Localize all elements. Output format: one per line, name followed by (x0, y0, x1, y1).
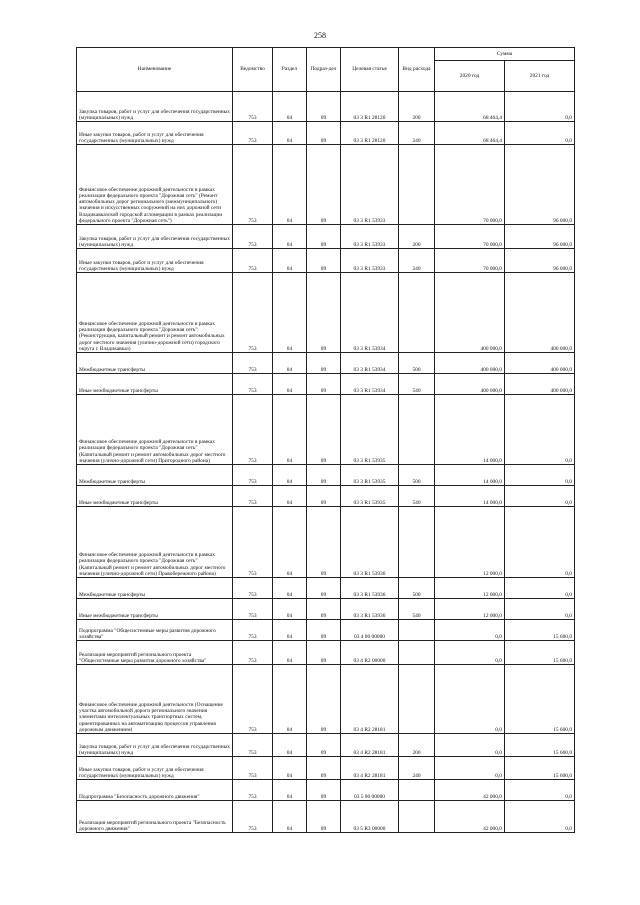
row-razdel: 04 (273, 374, 307, 395)
row-vedomstvo: 753 (233, 249, 273, 273)
row-target: 03 5 00 00000 (341, 780, 399, 801)
row-2020: 70 000,0 (435, 225, 505, 249)
row-name: Межбюджетные трансферты (77, 465, 233, 486)
row-name: Финансовое обеспечение дорожной деятельности (Оснащение участка автомобильной дороги регионального значения элементами интеллектуальных транспортных систем, ориентированных на автоматизацию процессов управления дорожным движением) (77, 665, 233, 734)
row-2020: 70 000,0 (435, 249, 505, 273)
row-vedomstvo: 753 (233, 395, 273, 465)
table-row (77, 620, 575, 641)
row-2021: 15 600,0 (505, 734, 575, 757)
row-razdel: 04 (273, 578, 307, 599)
row-vedomstvo: 753 (233, 665, 273, 734)
row-2020: 12 000,0 (435, 578, 505, 599)
row-vid: 200 (399, 734, 435, 757)
row-vid: 540 (399, 599, 435, 620)
row-vedomstvo: 753 (233, 780, 273, 801)
row-vedomstvo: 753 (233, 641, 273, 665)
row-target: 03 5 R3 00000 (341, 801, 399, 833)
row-2020: 400 000,0 (435, 273, 505, 353)
row-2021: 96 000,0 (505, 225, 575, 249)
row-2021: 96 000,0 (505, 145, 575, 225)
table-row (77, 801, 575, 833)
table-row (77, 92, 575, 122)
row-name: Финансовое обеспечение дорожной деятельности в рамках реализации федерального проекта "Дорожная сеть" (Реконструкция, капитальный ремонт и ремонт автомобильных дорог местного значения (улично-дорожной сети) городского округа г. Владикавказ) (77, 273, 233, 353)
row-razdel: 04 (273, 249, 307, 273)
row-vid (399, 665, 435, 734)
row-podrazdel: 09 (307, 249, 341, 273)
row-podrazdel: 09 (307, 145, 341, 225)
row-vedomstvo: 753 (233, 599, 273, 620)
row-target: 03 3 R1 53933 (341, 249, 399, 273)
row-vid: 540 (399, 486, 435, 507)
row-vedomstvo: 753 (233, 122, 273, 145)
row-2021: 0,0 (505, 507, 575, 578)
row-2020: 14 000,0 (435, 465, 505, 486)
row-vid (399, 507, 435, 578)
row-name: Подпрограмма "Общесистемные меры развития дорожного хозяйства" (77, 620, 233, 641)
row-vid: 540 (399, 374, 435, 395)
table-row (77, 734, 575, 757)
row-vedomstvo: 753 (233, 92, 273, 122)
row-vedomstvo: 753 (233, 620, 273, 641)
row-name: Закупка товаров, работ и услуг для обеспечения государственных (муниципальных) нужд (77, 734, 233, 757)
row-razdel: 04 (273, 620, 307, 641)
row-2020: 14 000,0 (435, 486, 505, 507)
page-number: 258 (314, 31, 326, 40)
row-vedomstvo: 753 (233, 225, 273, 249)
row-2021: 0,0 (505, 92, 575, 122)
row-2021: 96 000,0 (505, 249, 575, 273)
table-row (77, 395, 575, 465)
row-vid: 500 (399, 465, 435, 486)
row-2021: 15 600,0 (505, 757, 575, 780)
row-target: 03 3 R1 53936 (341, 599, 399, 620)
row-razdel: 04 (273, 801, 307, 833)
row-target: 03 3 R1 53935 (341, 486, 399, 507)
row-vid (399, 801, 435, 833)
row-target: 03 4 R2 28181 (341, 757, 399, 780)
row-2021: 15 600,0 (505, 620, 575, 641)
row-target: 03 4 R2 00000 (341, 641, 399, 665)
row-podrazdel: 09 (307, 599, 341, 620)
row-razdel: 04 (273, 145, 307, 225)
row-2020: 0,0 (435, 620, 505, 641)
row-2021: 0,0 (505, 801, 575, 833)
row-vid: 200 (399, 225, 435, 249)
row-vid (399, 620, 435, 641)
row-podrazdel: 09 (307, 780, 341, 801)
row-2021: 400 000,0 (505, 353, 575, 374)
row-2020: 0,0 (435, 665, 505, 734)
row-podrazdel: 09 (307, 122, 341, 145)
row-podrazdel: 09 (307, 757, 341, 780)
header-2021: 2021 год (505, 61, 575, 92)
header-2020: 2020 год (435, 61, 505, 92)
row-2021: 0,0 (505, 578, 575, 599)
row-name: Иные межбюджетные трансферты (77, 374, 233, 395)
row-vid: 240 (399, 122, 435, 145)
row-razdel: 04 (273, 273, 307, 353)
row-vid (399, 641, 435, 665)
table-row (77, 665, 575, 734)
row-name: Иные межбюджетные трансферты (77, 486, 233, 507)
row-name: Подпрограмма "Безопасность дорожного движения" (77, 780, 233, 801)
row-2020: 68 464,4 (435, 122, 505, 145)
header-target: Целевая статья (341, 48, 399, 92)
row-target: 03 3 R1 53936 (341, 507, 399, 578)
row-podrazdel: 09 (307, 92, 341, 122)
row-name: Реализация мероприятий регионального проекта "Общесистемные меры развития дорожного хозяйства" (77, 641, 233, 665)
row-podrazdel: 09 (307, 374, 341, 395)
table-row (77, 578, 575, 599)
table-row (77, 507, 575, 578)
row-podrazdel: 09 (307, 641, 341, 665)
row-2021: 400 000,0 (505, 273, 575, 353)
row-vid (399, 780, 435, 801)
header-vid: Вид расхода (399, 48, 435, 92)
header-vedomstvo: Ведомство (233, 48, 273, 92)
row-target: 03 3 R1 53934 (341, 353, 399, 374)
table-row (77, 225, 575, 249)
row-target: 03 3 R1 53935 (341, 465, 399, 486)
row-vedomstvo: 753 (233, 465, 273, 486)
row-vedomstvo: 753 (233, 486, 273, 507)
row-vedomstvo: 753 (233, 801, 273, 833)
row-target: 03 3 R1 53934 (341, 273, 399, 353)
row-vedomstvo: 753 (233, 374, 273, 395)
row-name: Межбюджетные трансферты (77, 353, 233, 374)
row-2021: 0,0 (505, 395, 575, 465)
row-2021: 0,0 (505, 465, 575, 486)
table-row (77, 145, 575, 225)
table-row (77, 780, 575, 801)
row-2020: 0,0 (435, 641, 505, 665)
table-row (77, 465, 575, 486)
header-razdel: Раздел (273, 48, 307, 92)
row-2020: 12 000,0 (435, 507, 505, 578)
row-2021: 0,0 (505, 599, 575, 620)
table-body (77, 92, 575, 833)
row-razdel: 04 (273, 757, 307, 780)
row-razdel: 04 (273, 465, 307, 486)
row-target: 03 3 R1 28120 (341, 92, 399, 122)
row-vedomstvo: 753 (233, 507, 273, 578)
row-2021: 15 600,0 (505, 641, 575, 665)
row-podrazdel: 09 (307, 395, 341, 465)
row-2021: 400 000,0 (505, 374, 575, 395)
row-vid: 500 (399, 353, 435, 374)
row-target: 03 3 R1 53935 (341, 395, 399, 465)
row-2021: 15 600,0 (505, 665, 575, 734)
row-razdel: 04 (273, 641, 307, 665)
row-vedomstvo: 753 (233, 353, 273, 374)
row-razdel: 04 (273, 395, 307, 465)
row-vedomstvo: 753 (233, 145, 273, 225)
row-2020: 68 464,4 (435, 92, 505, 122)
row-vid (399, 395, 435, 465)
row-vid: 240 (399, 757, 435, 780)
row-2021: 0,0 (505, 122, 575, 145)
row-podrazdel: 09 (307, 225, 341, 249)
row-vedomstvo: 753 (233, 734, 273, 757)
row-target: 03 3 R1 53934 (341, 374, 399, 395)
row-target: 03 4 00 00000 (341, 620, 399, 641)
table-row (77, 486, 575, 507)
row-target: 03 3 R1 53936 (341, 578, 399, 599)
row-podrazdel: 09 (307, 801, 341, 833)
row-podrazdel: 09 (307, 665, 341, 734)
row-2020: 0,0 (435, 734, 505, 757)
row-podrazdel: 09 (307, 620, 341, 641)
row-razdel: 04 (273, 780, 307, 801)
row-razdel: 04 (273, 507, 307, 578)
row-razdel: 04 (273, 486, 307, 507)
row-name: Реализация мероприятий регионального проекта "Безопасность дорожного движения" (77, 801, 233, 833)
row-razdel: 04 (273, 225, 307, 249)
row-vedomstvo: 753 (233, 273, 273, 353)
row-name: Финансовое обеспечение дорожной деятельности в рамках реализации федерального проекта "Дорожная сеть" (Капитальный ремонт и ремонт автомобильных дорог местного значения (улично-дорожной сети) Пригородного района) (77, 395, 233, 465)
row-vid (399, 273, 435, 353)
row-name: Межбюджетные трансферты (77, 578, 233, 599)
row-vedomstvo: 753 (233, 578, 273, 599)
row-name: Закупка товаров, работ и услуг для обеспечения государственных (муниципальных) нужд (77, 225, 233, 249)
table-row (77, 122, 575, 145)
row-name: Иные закупки товаров, работ и услуг для обеспечения государственных (муниципальных) нужд (77, 757, 233, 780)
row-podrazdel: 09 (307, 734, 341, 757)
row-target: 03 3 R1 28120 (341, 122, 399, 145)
row-razdel: 04 (273, 665, 307, 734)
row-name: Финансовое обеспечение дорожной деятельности в рамках реализации федерального проекта "Дорожная сеть" (Ремонт автомобильных дорог регионального (межмуниципального) значения и искусственных сооружений на них дорожной сети Владикавказской городской агломерации в рамках реализации федерального проекта "Дорожная сеть") (77, 145, 233, 225)
table-row (77, 599, 575, 620)
row-razdel: 04 (273, 353, 307, 374)
row-2020: 12 000,0 (435, 599, 505, 620)
row-podrazdel: 09 (307, 273, 341, 353)
row-target: 03 4 R2 28181 (341, 734, 399, 757)
row-podrazdel: 09 (307, 486, 341, 507)
row-podrazdel: 09 (307, 507, 341, 578)
header-summa: Сумма (435, 48, 575, 61)
row-podrazdel: 09 (307, 465, 341, 486)
row-name: Закупка товаров, работ и услуг для обеспечения государственных (муниципальных) нужд (77, 92, 233, 122)
row-razdel: 04 (273, 122, 307, 145)
header-podrazdel: Подраз-дел (307, 48, 341, 92)
row-target: 03 3 R1 53933 (341, 145, 399, 225)
row-vid: 200 (399, 92, 435, 122)
row-vedomstvo: 753 (233, 757, 273, 780)
row-2020: 42 000,0 (435, 780, 505, 801)
row-2021: 0,0 (505, 780, 575, 801)
table-row (77, 641, 575, 665)
row-razdel: 04 (273, 92, 307, 122)
row-razdel: 04 (273, 599, 307, 620)
row-2020: 400 000,0 (435, 353, 505, 374)
table-row (77, 249, 575, 273)
row-vid: 500 (399, 578, 435, 599)
table-row (77, 273, 575, 353)
row-podrazdel: 09 (307, 578, 341, 599)
row-name: Иные закупки товаров, работ и услуг для обеспечения государственных (муниципальных) нужд (77, 249, 233, 273)
row-razdel: 04 (273, 734, 307, 757)
row-2020: 70 000,0 (435, 145, 505, 225)
row-name: Иные закупки товаров, работ и услуг для обеспечения государственных (муниципальных) нужд (77, 122, 233, 145)
row-2020: 42 000,0 (435, 801, 505, 833)
row-target: 03 4 R2 28181 (341, 665, 399, 734)
budget-table (76, 47, 575, 833)
table-row (77, 374, 575, 395)
row-2020: 400 000,0 (435, 374, 505, 395)
table-row (77, 353, 575, 374)
row-2020: 0,0 (435, 757, 505, 780)
row-2020: 14 000,0 (435, 395, 505, 465)
row-vid (399, 145, 435, 225)
header-name: Наименование (77, 48, 233, 92)
row-2021: 0,0 (505, 486, 575, 507)
row-name: Иные межбюджетные трансферты (77, 599, 233, 620)
row-target: 03 3 R1 53933 (341, 225, 399, 249)
row-vid: 240 (399, 249, 435, 273)
row-name: Финансовое обеспечение дорожной деятельности в рамках реализации федерального проекта "Дорожная сеть" (Капитальный ремонт и ремонт автомобильных дорог местного значения (улично-дорожной сети) Правобережного района) (77, 507, 233, 578)
row-podrazdel: 09 (307, 353, 341, 374)
table-row (77, 757, 575, 780)
